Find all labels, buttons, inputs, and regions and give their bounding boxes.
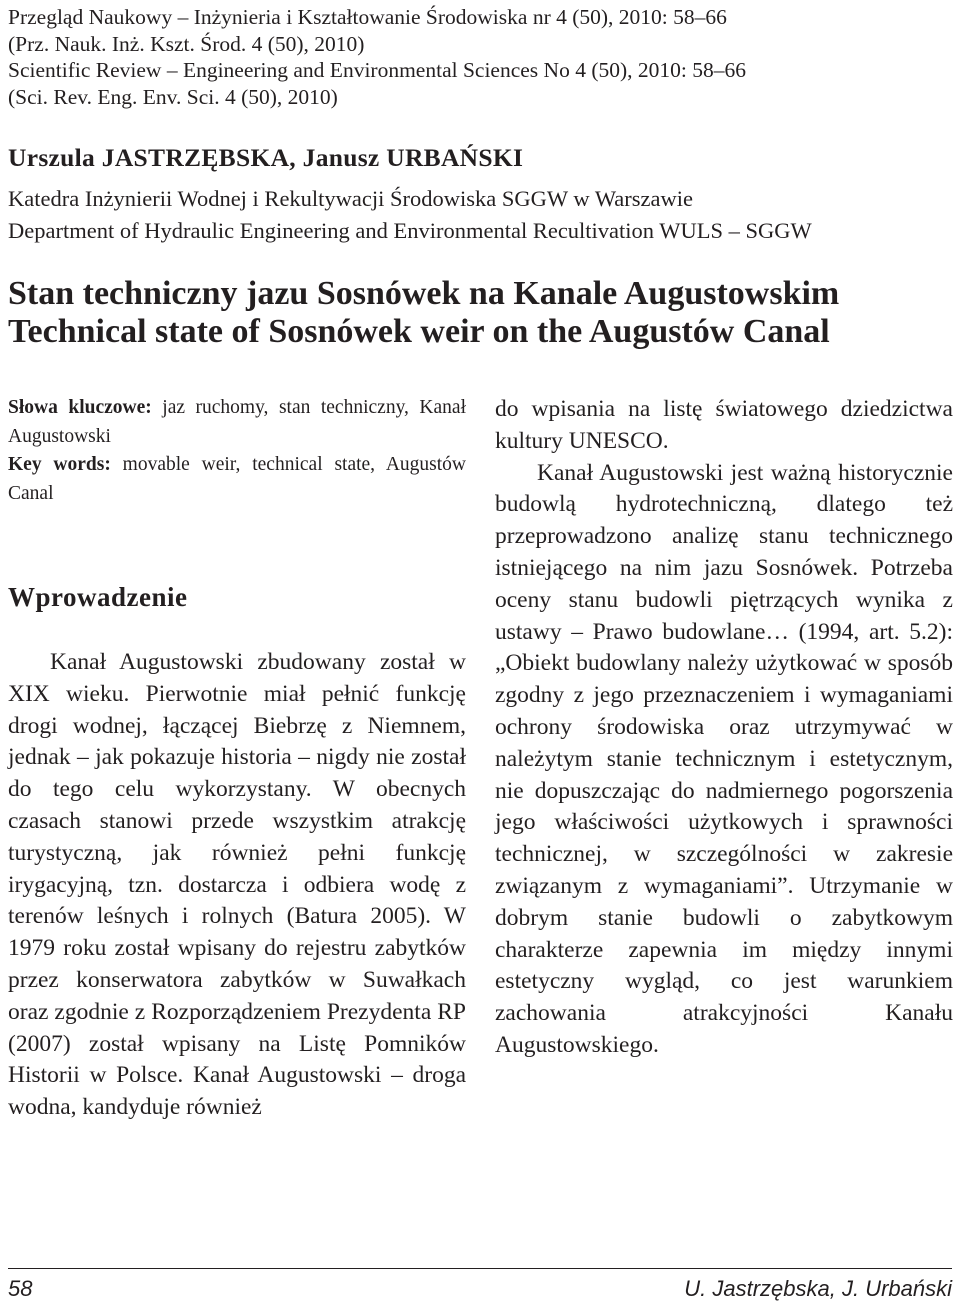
journal-header — [8, 4, 948, 110]
journal-abbrev-pl: (Prz. Nauk. Inż. Kszt. Środ. 4 (50), 2010) — [8, 31, 365, 56]
affiliation-en: Department of Hydraulic Engineering and Environmental Recultivation WULS – SGGW — [8, 218, 812, 243]
journal-abbrev-en: (Sci. Rev. Eng. Env. Sci. 4 (50), 2010) — [8, 84, 338, 109]
keywords-pl-text: jaz ruchomy, stan techniczny, Kanał Augustowski — [8, 397, 466, 447]
paper-title — [8, 275, 839, 351]
intro-paragraph-1-continued: do wpisania na listę światowego dziedzictwa kultury UNESCO. — [495, 396, 953, 454]
section-heading: Wprowadzenie — [8, 582, 188, 612]
right-column — [495, 394, 953, 1062]
keywords-en — [8, 451, 466, 508]
intro-paragraph-1: Kanał Augustowski zbudowany został w XIX wieku. Pierwotnie miał pełnić funkcję drogi wodnej, łączącej Biebrzę z Niemnem, jednak – jak pokazuje historia – nigdy nie został do tego celu wykorzystany. W obecnych czasach stanowi przede wszystkim atrakcję turystyczną, jak również pełni funkcję irygacyjną, tzn. dostarcza i odbiera wodę z terenów leśnych i rolnych (Batura 2005). W 1979 roku został wpisany do rejestru zabytków przez konserwatora zabytków w Suwałkach oraz zgodnie z Rozporządzeniem Prezydenta RP (2007) został wpisany na Listę Pomników Historii w Polsce. Kanał Augustowski – droga wodna, kandyduje również — [8, 649, 466, 1121]
intro-paragraph-2: Kanał Augustowski jest ważną historycznie budowlą hydrotechniczną, dlatego też przeprowadzono analizę stanu technicznego istniejącego na nim jazu Sosnówek. Potrzeba oceny stanu budowli piętrzących wynika z ustawy – Prawo budowlane… (1994, art. 5.2): „Obiekt budowlany należy użytkować w sposób zgodny z jego przeznaczeniem i wymaganiami ochrony środowiska oraz utrzymywać w należytym stanie technicznym i estetycznym, nie dopuszczając do nadmiernego pogorszenia jego właściwości użytkowych i sprawności technicznej, w szczególności w zakresie związanym z wymaganiami”. Utrzymanie w dobrym stanie budowli o zabytkowym charakterze zapewnia im między innymi estetyczny wygląd, co jest warunkiem zachowania atrakcyjności Kanału Augustowskiego. — [495, 459, 953, 1058]
keywords-en-label: Key words: — [8, 454, 111, 475]
authors: Urszula JASTRZĘBSKA, Janusz URBAŃSKI — [8, 143, 524, 172]
left-column — [8, 394, 466, 1124]
page-number: 58 — [8, 1276, 33, 1301]
title-pl: Stan techniczny jazu Sosnówek na Kanale Augustowskim — [8, 275, 840, 312]
keywords-en-text: movable weir, technical state, Augustów Canal — [8, 454, 466, 504]
footer-divider — [8, 1268, 952, 1269]
keywords-pl — [8, 394, 466, 451]
journal-citation-pl: Przegląd Naukowy – Inżynieria i Kształtowanie Środowiska nr 4 (50), 2010: 58–66 — [8, 5, 727, 29]
running-footer-authors: U. Jastrzębska, J. Urbański — [684, 1276, 952, 1301]
journal-citation-en: Scientific Review – Engineering and Environmental Sciences No 4 (50), 2010: 58–66 — [8, 58, 746, 82]
affiliation-pl: Katedra Inżynierii Wodnej i Rekultywacji Środowiska SGGW w Warszawie — [8, 186, 693, 211]
affiliation — [8, 183, 812, 247]
keywords-pl-label: Słowa kluczowe: — [8, 397, 152, 418]
title-en: Technical state of Sosnówek weir on the Augustów Canal — [8, 313, 830, 350]
